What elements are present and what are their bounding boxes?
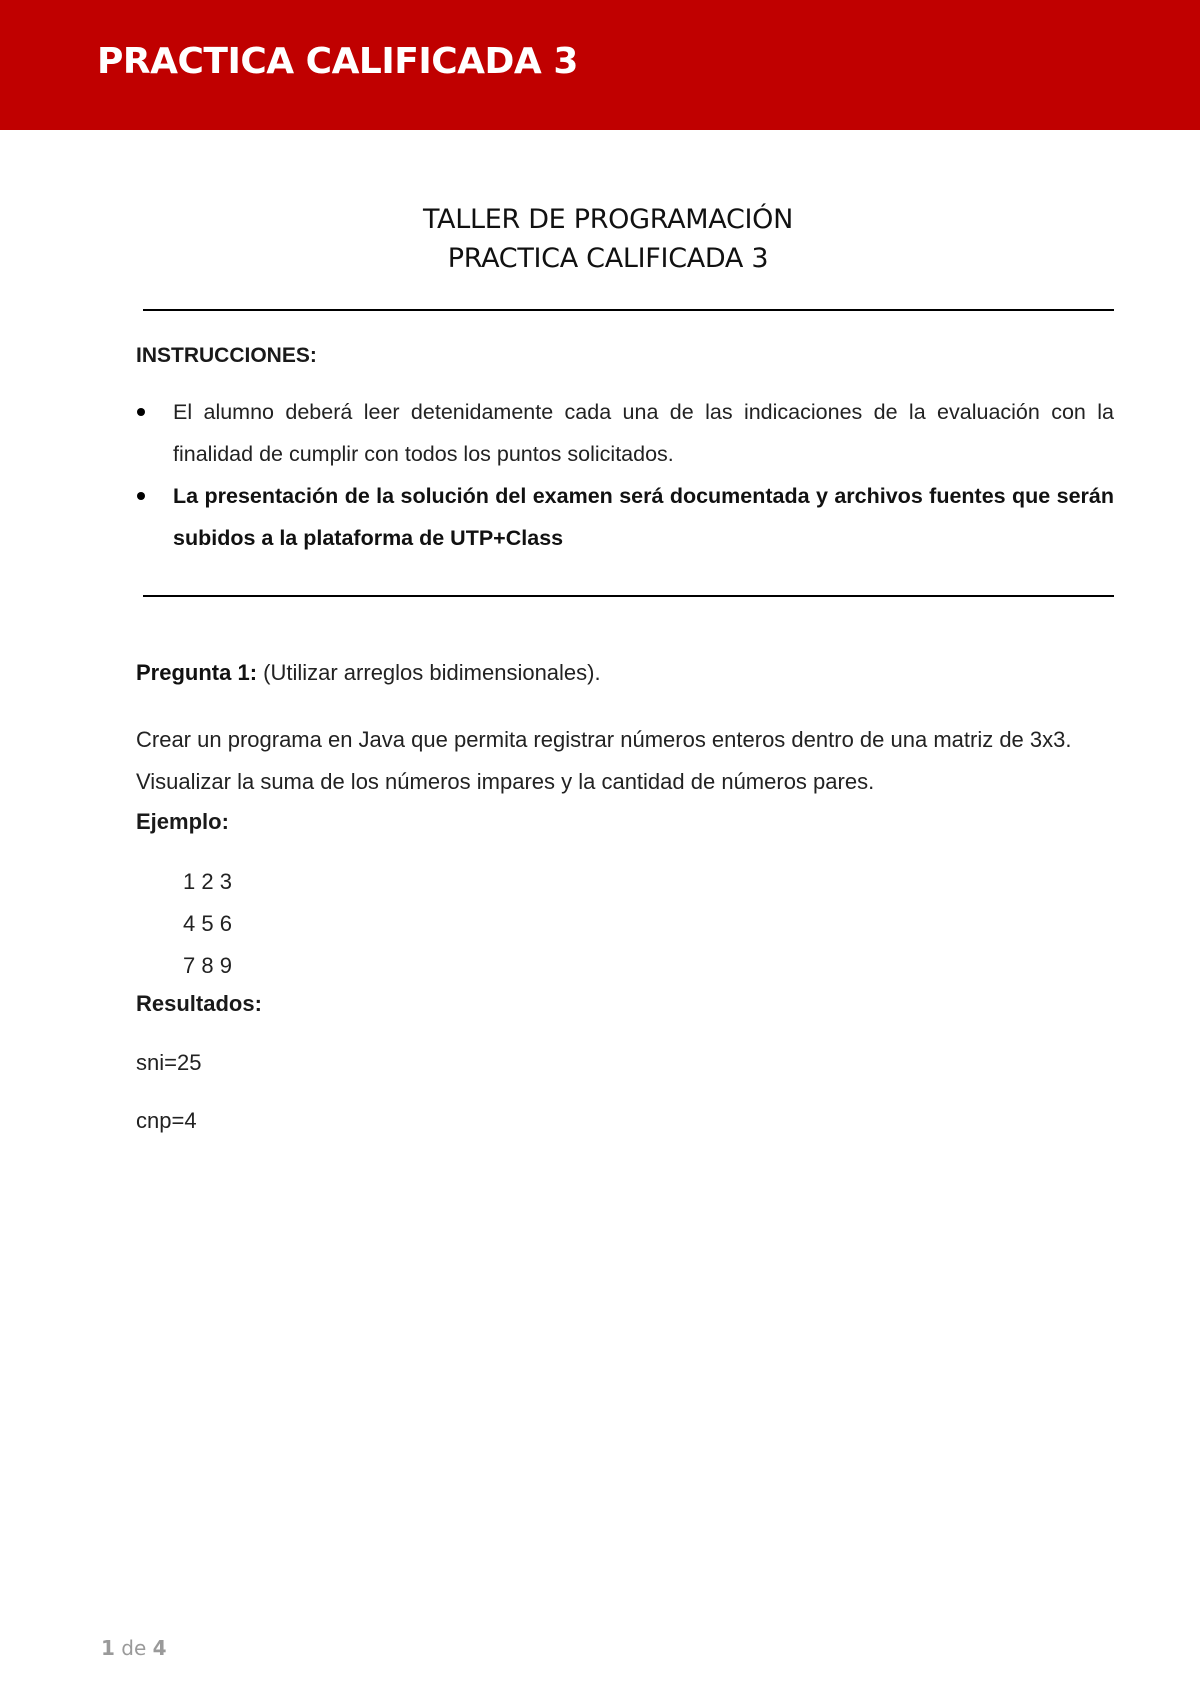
divider-bottom — [143, 595, 1114, 597]
question-note: (Utilizar arreglos bidimensionales). — [257, 660, 601, 685]
results-label: Resultados: — [136, 991, 262, 1016]
course-title: TALLER DE PROGRAMACIÓN — [422, 204, 794, 235]
matrix-row: 1 2 3 — [183, 869, 232, 894]
example-matrix — [183, 861, 232, 987]
result-even-count: cnp=4 — [136, 1108, 197, 1133]
question-body: Crear un programa en Java que permita registrar números enteros dentro de una matriz de 3x3. Visualizar la suma de los números impares y la cantidad de números pares. — [136, 727, 1072, 794]
bullet-icon — [137, 492, 145, 500]
matrix-row: 4 5 6 — [183, 911, 232, 936]
page-number — [101, 1636, 167, 1660]
result-odd-sum: sni=25 — [136, 1050, 202, 1075]
document-title — [0, 200, 1200, 278]
exam-title: PRACTICA CALIFICADA 3 — [447, 243, 769, 274]
example-label: Ejemplo: — [136, 809, 229, 834]
header-title: PRACTICA CALIFICADA 3 — [97, 41, 578, 82]
instruction-text: La presentación de la solución del examen será documentada y archivos fuentes que serán subidos a la plataforma de UTP+Class — [173, 484, 1114, 550]
divider-top — [143, 309, 1114, 311]
question-heading — [136, 660, 601, 686]
instructions-list — [136, 391, 1114, 559]
instruction-item — [136, 475, 1114, 559]
header-band — [0, 0, 1200, 130]
bullet-icon — [137, 408, 145, 416]
page-current: 1 — [101, 1636, 115, 1660]
page-separator: de — [114, 1636, 153, 1660]
question-label: Pregunta 1: — [136, 660, 258, 685]
matrix-row: 7 8 9 — [183, 953, 232, 978]
instruction-item — [136, 391, 1114, 475]
page-total: 4 — [152, 1636, 167, 1660]
instruction-text: El alumno deberá leer detenidamente cada una de las indicaciones de la evaluación con la finalidad de cumplir con todos los puntos solicitados. — [173, 400, 1114, 466]
instructions-heading: INSTRUCCIONES: — [136, 344, 317, 367]
